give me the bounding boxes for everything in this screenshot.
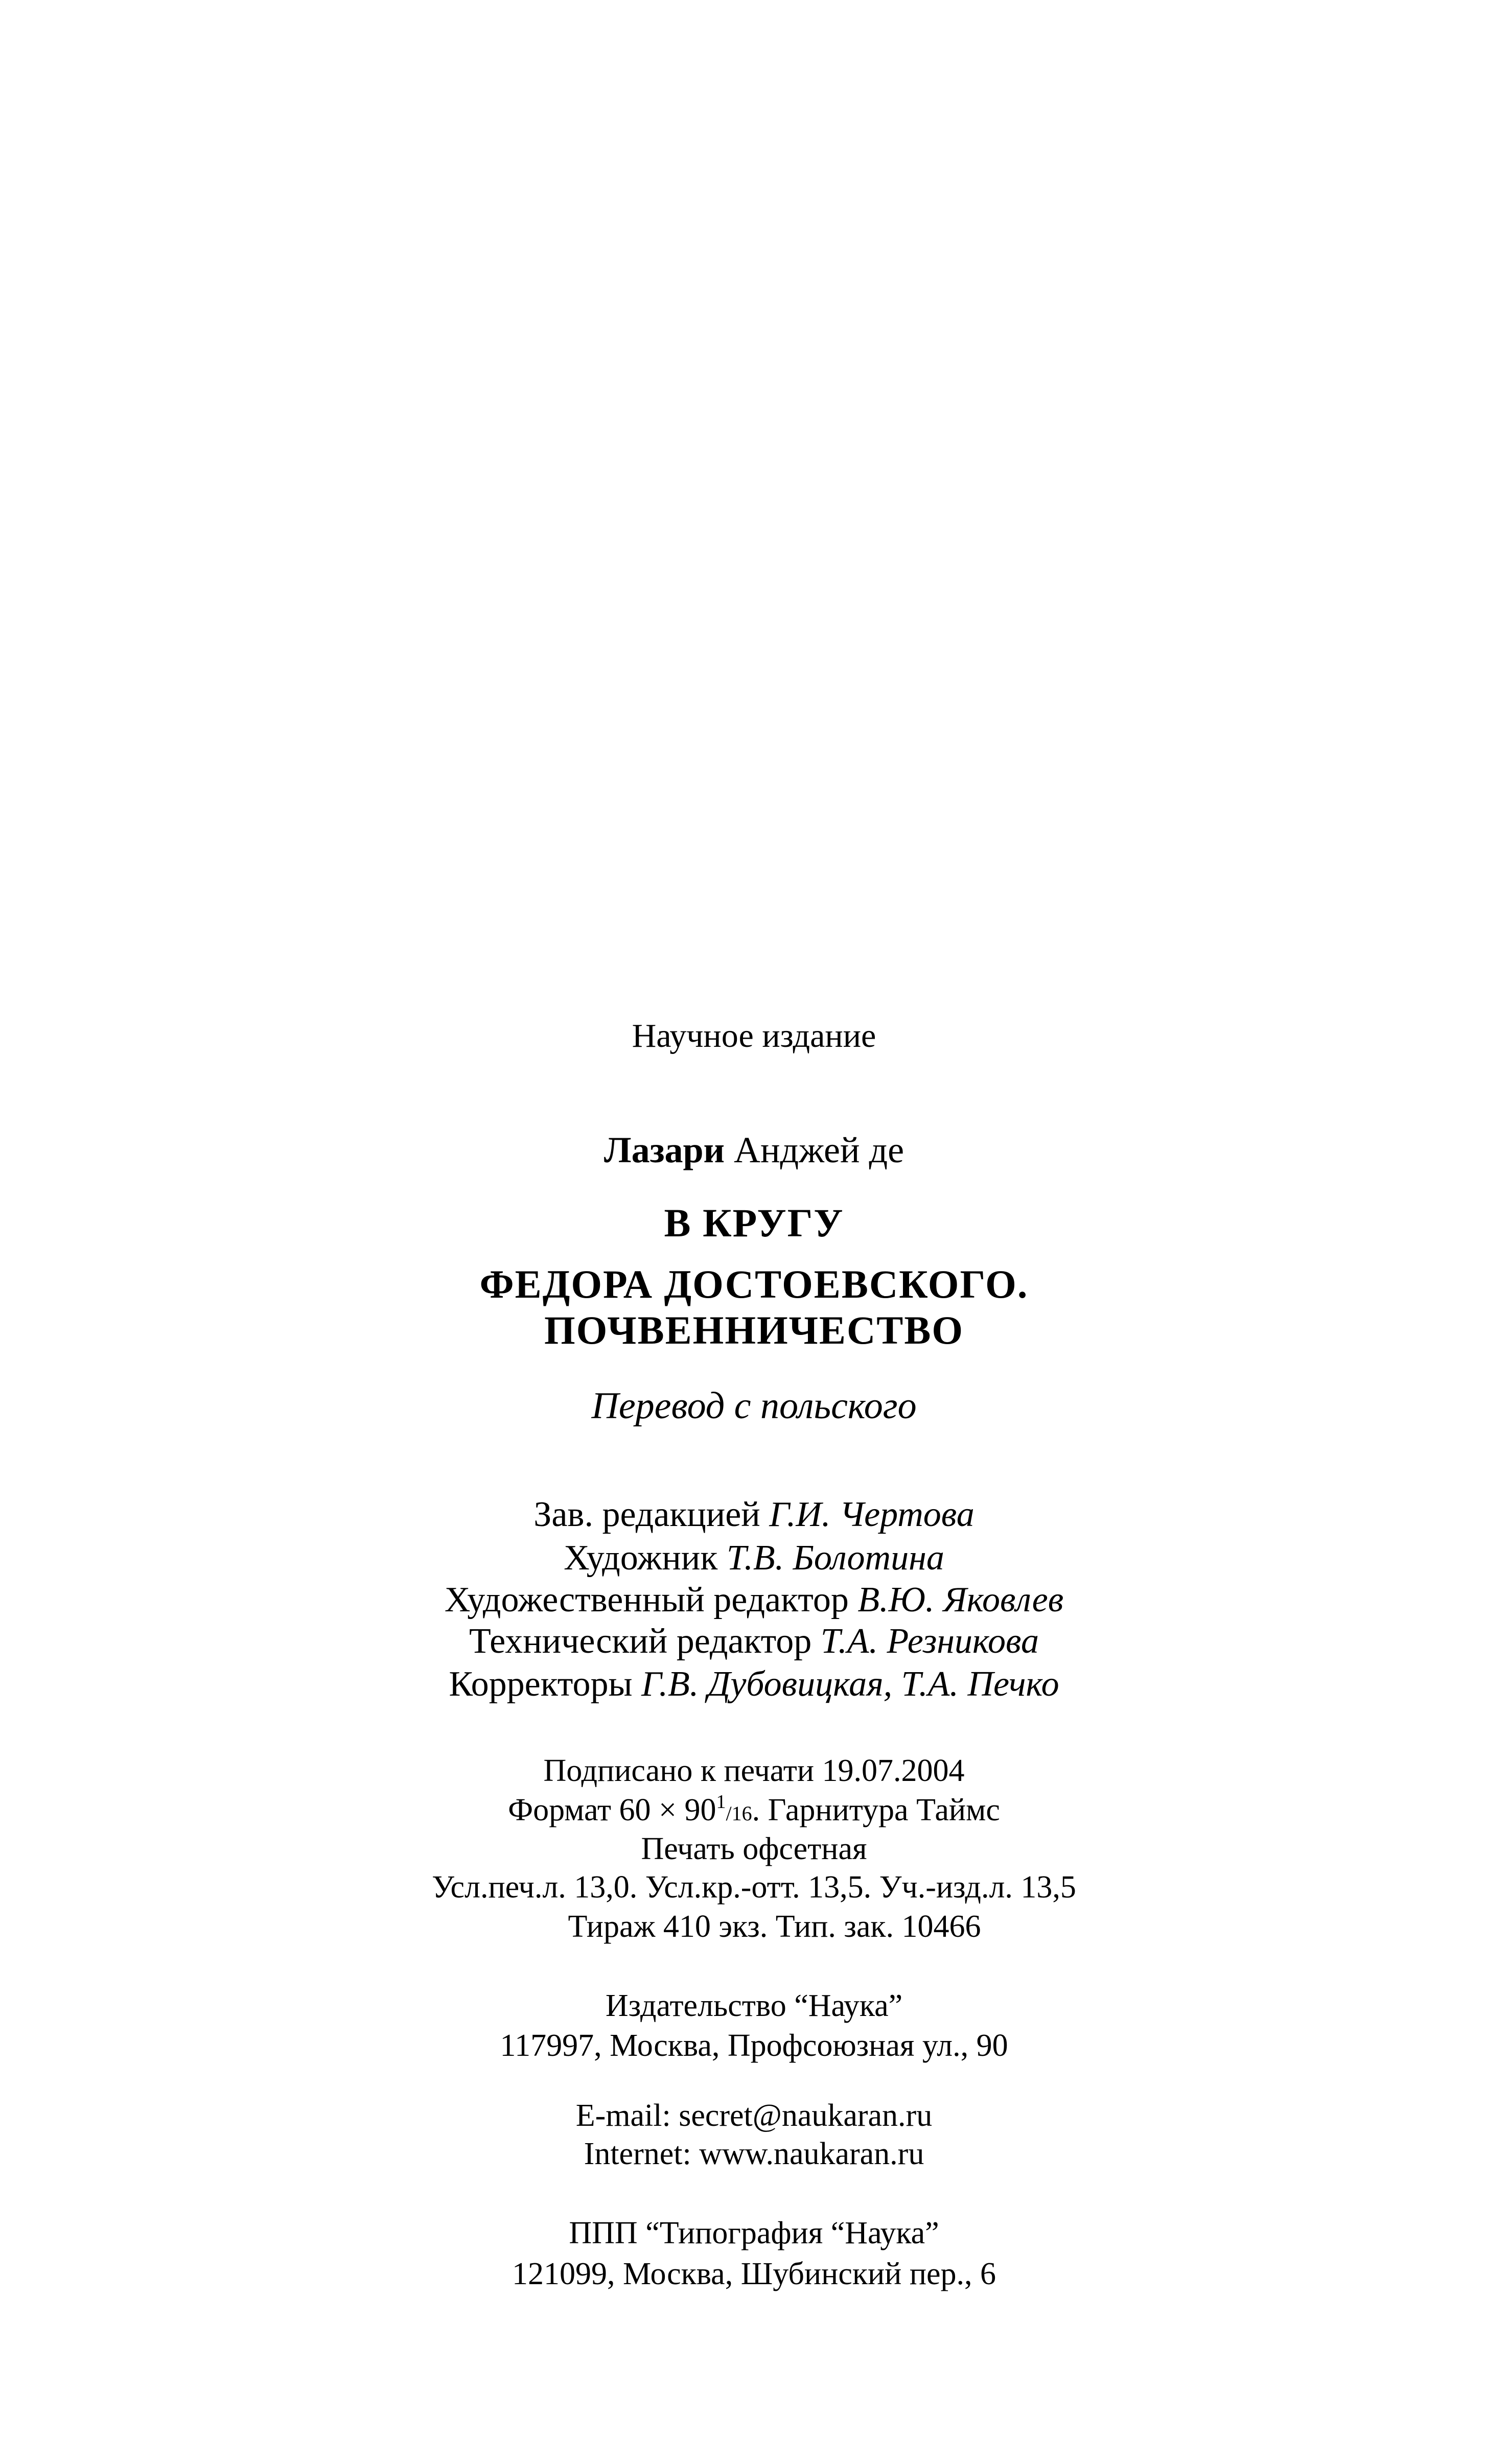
- book-title-line-1: В КРУГУ: [664, 1201, 844, 1245]
- printing-method: Печать офсетная: [641, 1832, 867, 1866]
- format-superscript: 1: [716, 1791, 726, 1813]
- format-prefix: Формат 60 × 90: [508, 1793, 716, 1827]
- publisher-address: 117997, Москва, Профсоюзная ул., 90: [500, 2028, 1008, 2063]
- author-given-name: Анджей де: [734, 1130, 904, 1170]
- book-title-line-2: ФЕДОРА ДОСТОЕВСКОГО.: [479, 1262, 1029, 1306]
- edition-type: Научное издание: [632, 1017, 876, 1054]
- credit-proofreaders: [0, 1664, 1508, 1704]
- sheet-counts: Усл.печ.л. 13,0. Усл.кр.-отт. 13,5. Уч.-изд.л. 13,5: [432, 1870, 1076, 1905]
- contact-internet: Internet: www.naukaran.ru: [584, 2137, 924, 2171]
- credit-technical-editor: [0, 1624, 1508, 1659]
- credit-name: Г.В. Дубовицкая, Т.А. Печко: [641, 1664, 1059, 1704]
- book-title-line-3: ПОЧВЕННИЧЕСТВО: [544, 1308, 964, 1352]
- credit-artist: [0, 1540, 1508, 1576]
- credit-name: Т.А. Резникова: [820, 1622, 1039, 1661]
- publisher-name: Издательство “Наука”: [605, 1988, 903, 2023]
- signed-for-print: Подписано к печати 19.07.2004: [543, 1753, 965, 1788]
- format-denominator: /16: [726, 1802, 752, 1825]
- credit-role: Зав. редакцией: [533, 1495, 760, 1534]
- credit-role: Корректоры: [449, 1664, 633, 1704]
- author-line: [0, 1132, 1508, 1168]
- credit-editor-in-chief: [0, 1497, 1508, 1533]
- credit-role: Художественный редактор: [444, 1580, 849, 1620]
- credit-name: В.Ю. Яковлев: [857, 1580, 1064, 1620]
- format-suffix: . Гарнитура Таймс: [752, 1793, 1000, 1827]
- credit-art-editor: [0, 1582, 1508, 1618]
- format-and-typeface: [0, 1791, 1508, 1827]
- author-surname: Лазари: [604, 1130, 725, 1170]
- printer-name: ППП “Типография “Наука”: [569, 2216, 939, 2250]
- printer-address: 121099, Москва, Шубинский пер., 6: [512, 2257, 996, 2291]
- credit-name: Г.И. Чертова: [769, 1495, 975, 1534]
- credit-name: Т.В. Болотина: [726, 1538, 944, 1578]
- translation-note: Перевод с польского: [591, 1385, 917, 1427]
- credit-role: Художник: [564, 1538, 718, 1578]
- credit-role: Технический редактор: [469, 1622, 812, 1661]
- print-run: Тираж 410 экз. Тип. зак. 10466: [568, 1909, 981, 1944]
- contact-email: E-mail: secret@naukaran.ru: [575, 2098, 933, 2133]
